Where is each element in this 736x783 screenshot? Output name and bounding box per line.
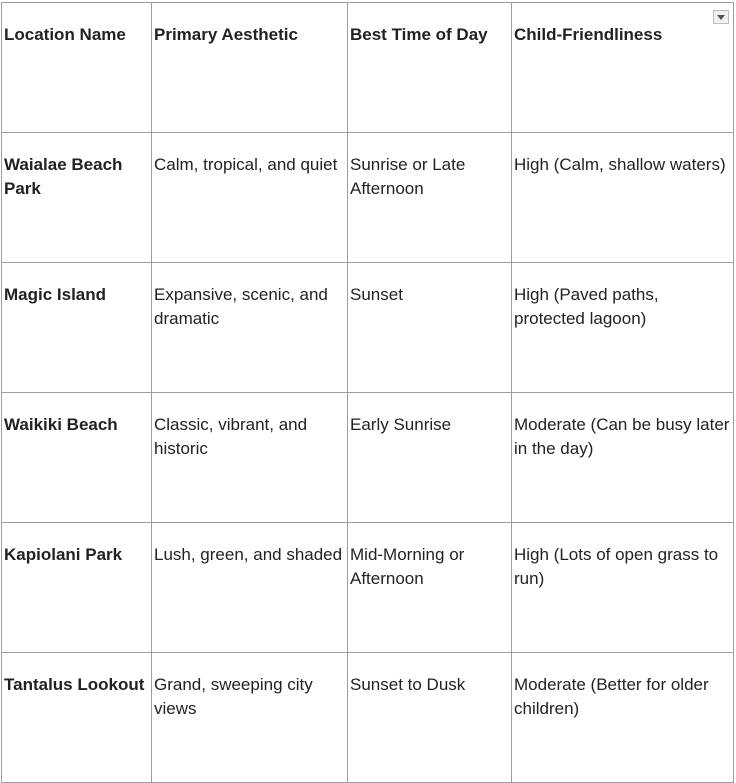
header-location-name: Location Name xyxy=(2,3,152,133)
header-child-friendliness-label: Child-Friendliness xyxy=(514,25,663,44)
cell-location-name: Waikiki Beach xyxy=(2,393,152,523)
table-row xyxy=(2,653,734,783)
comparison-table-container xyxy=(1,2,733,781)
cell-child-friendliness: Moderate (Better for older children) xyxy=(512,653,734,783)
cell-best-time-of-day: Sunset xyxy=(348,263,512,393)
cell-child-friendliness: High (Paved paths, protected lagoon) xyxy=(512,263,734,393)
cell-primary-aesthetic: Grand, sweeping city views xyxy=(152,653,348,783)
cell-primary-aesthetic: Calm, tropical, and quiet xyxy=(152,133,348,263)
cell-primary-aesthetic: Expansive, scenic, and dramatic xyxy=(152,263,348,393)
table-row xyxy=(2,393,734,523)
cell-location-name: Waialae Beach Park xyxy=(2,133,152,263)
header-best-time-of-day: Best Time of Day xyxy=(348,3,512,133)
table-header-row xyxy=(2,3,734,133)
cell-location-name: Kapiolani Park xyxy=(2,523,152,653)
comparison-table xyxy=(1,2,734,783)
cell-best-time-of-day: Sunset to Dusk xyxy=(348,653,512,783)
cell-best-time-of-day: Mid-Morning or Afternoon xyxy=(348,523,512,653)
cell-primary-aesthetic: Classic, vibrant, and historic xyxy=(152,393,348,523)
header-primary-aesthetic: Primary Aesthetic xyxy=(152,3,348,133)
cell-best-time-of-day: Early Sunrise xyxy=(348,393,512,523)
dropdown-arrow-icon[interactable] xyxy=(713,10,729,24)
cell-child-friendliness: High (Calm, shallow waters) xyxy=(512,133,734,263)
cell-best-time-of-day: Sunrise or Late Afternoon xyxy=(348,133,512,263)
cell-location-name: Tantalus Lookout xyxy=(2,653,152,783)
cell-location-name: Magic Island xyxy=(2,263,152,393)
cell-primary-aesthetic: Lush, green, and shaded xyxy=(152,523,348,653)
table-row xyxy=(2,263,734,393)
header-child-friendliness xyxy=(512,3,734,133)
cell-child-friendliness: Moderate (Can be busy later in the day) xyxy=(512,393,734,523)
cell-child-friendliness: High (Lots of open grass to run) xyxy=(512,523,734,653)
table-row xyxy=(2,523,734,653)
table-row xyxy=(2,133,734,263)
